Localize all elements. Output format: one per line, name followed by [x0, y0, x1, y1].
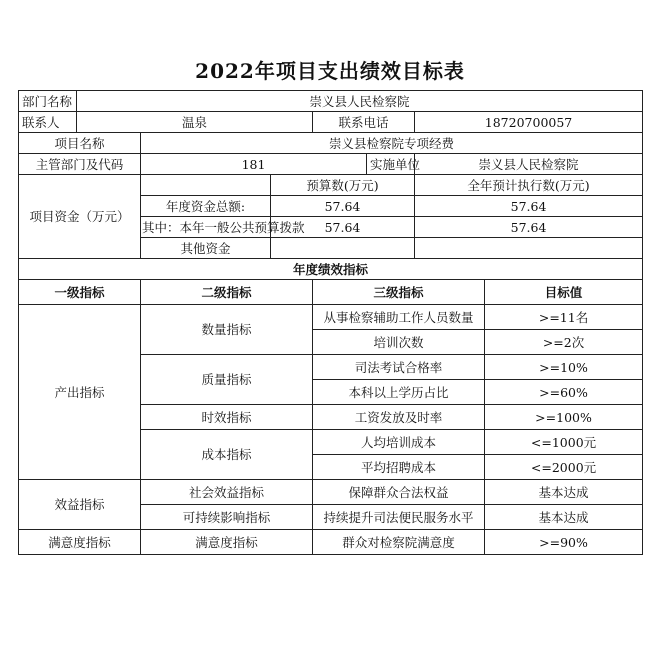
- page-title: 2022年项目支出绩效目标表: [195, 59, 465, 83]
- indicator-name: 保障群众合法权益: [313, 480, 485, 505]
- funds-row-budget: 57.64: [271, 196, 415, 217]
- funds-row-name: 其他资金: [141, 238, 271, 259]
- output-indicator-label: 产出指标: [19, 305, 141, 480]
- funds-row-budget: [271, 238, 415, 259]
- contact-label: 联系人: [19, 112, 77, 133]
- indicator-name: 从事检察辅助工作人员数量: [313, 305, 485, 330]
- supervisor-row: [19, 154, 643, 175]
- satisfaction-sub-label: 满意度指标: [141, 530, 313, 555]
- funds-row-name: 其中：本年一般公共预算拨款: [141, 217, 271, 238]
- supervisor-value: 181: [141, 154, 367, 175]
- indicator-name: 人均培训成本: [313, 430, 485, 455]
- indicator-target: >=60%: [485, 380, 643, 405]
- col-level2: 二级指标: [141, 280, 313, 305]
- col-target: 目标值: [485, 280, 643, 305]
- indicator-target: >=10%: [485, 355, 643, 380]
- contact-row: [19, 112, 643, 133]
- performance-target-table: [18, 90, 643, 555]
- funds-row-forecast: 57.64: [415, 196, 643, 217]
- phone-value: 18720700057: [415, 112, 643, 133]
- impl-label: 实施单位: [367, 154, 415, 175]
- indicator-row: [19, 305, 643, 330]
- cost-indicator-label: 成本指标: [141, 430, 313, 480]
- col-level3: 三级指标: [313, 280, 485, 305]
- social-indicator-label: 社会效益指标: [141, 480, 313, 505]
- indicator-target: <=2000元: [485, 455, 643, 480]
- quantity-indicator-label: 数量指标: [141, 305, 313, 355]
- phone-label: 联系电话: [313, 112, 415, 133]
- funds-label: 项目资金（万元）: [19, 175, 141, 259]
- satisfaction-indicator-label: 满意度指标: [19, 530, 141, 555]
- budget-header: 预算数(万元): [271, 175, 415, 196]
- indicator-row: [19, 530, 643, 555]
- funds-row-forecast: 57.64: [415, 217, 643, 238]
- dept-label: 部门名称: [19, 91, 77, 112]
- benefit-indicator-label: 效益指标: [19, 480, 141, 530]
- indicator-name: 平均招聘成本: [313, 455, 485, 480]
- indicator-target: >=2次: [485, 330, 643, 355]
- perf-header-row: [19, 280, 643, 305]
- funds-row-budget: 57.64: [271, 217, 415, 238]
- impl-value: 崇义县人民检察院: [415, 154, 643, 175]
- indicator-name: 培训次数: [313, 330, 485, 355]
- indicator-row: [19, 480, 643, 505]
- funds-blank: [141, 175, 271, 196]
- indicator-name: 本科以上学历占比: [313, 380, 485, 405]
- perf-section-title: 年度绩效指标: [19, 259, 643, 280]
- timeliness-indicator-label: 时效指标: [141, 405, 313, 430]
- indicator-target: >=90%: [485, 530, 643, 555]
- col-level1: 一级指标: [19, 280, 141, 305]
- dept-row: [19, 91, 643, 112]
- funds-row-name: 年度资金总额:: [141, 196, 271, 217]
- project-row: [19, 133, 643, 154]
- indicator-name: 群众对检察院满意度: [313, 530, 485, 555]
- funds-header-row: [19, 175, 643, 196]
- indicator-target: >=100%: [485, 405, 643, 430]
- dept-value: 崇义县人民检察院: [77, 91, 643, 112]
- quality-indicator-label: 质量指标: [141, 355, 313, 405]
- indicator-target: 基本达成: [485, 505, 643, 530]
- project-value: 崇义县检察院专项经费: [141, 133, 643, 154]
- funds-row-forecast: [415, 238, 643, 259]
- indicator-name: 工资发放及时率: [313, 405, 485, 430]
- indicator-target: 基本达成: [485, 480, 643, 505]
- indicator-name: 持续提升司法便民服务水平: [313, 505, 485, 530]
- sustain-indicator-label: 可持续影响指标: [141, 505, 313, 530]
- indicator-target: <=1000元: [485, 430, 643, 455]
- supervisor-label: 主管部门及代码: [19, 154, 141, 175]
- forecast-header: 全年预计执行数(万元): [415, 175, 643, 196]
- contact-value: 温泉: [77, 112, 313, 133]
- indicator-target: >=11名: [485, 305, 643, 330]
- project-label: 项目名称: [19, 133, 141, 154]
- indicator-name: 司法考试合格率: [313, 355, 485, 380]
- perf-section-row: [19, 259, 643, 280]
